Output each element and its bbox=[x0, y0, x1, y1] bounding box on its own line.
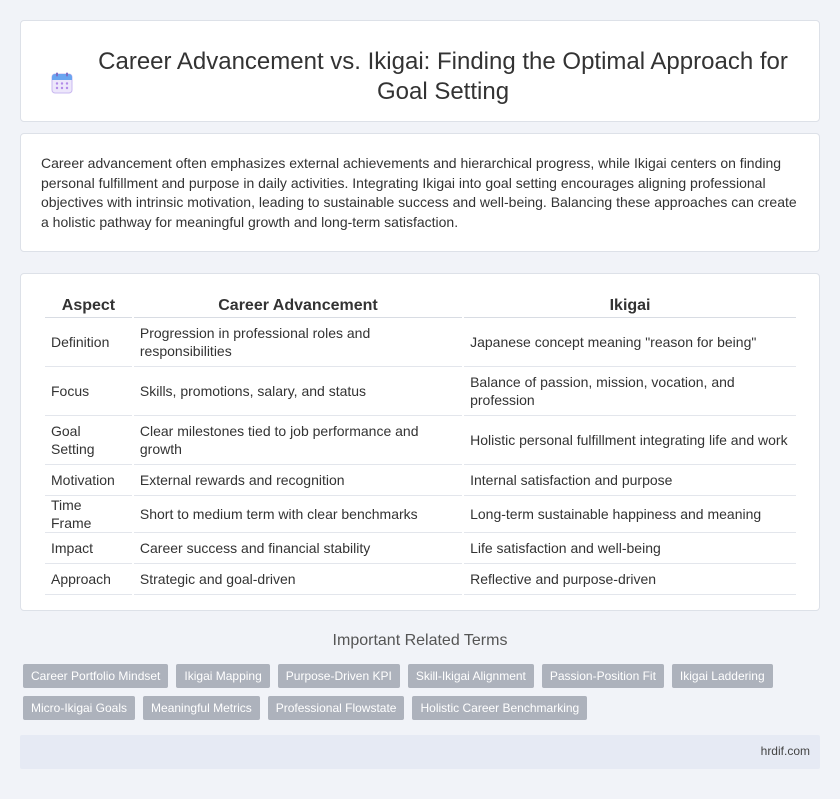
career-cell: Career success and financial stability bbox=[134, 533, 462, 564]
ikigai-cell: Japanese concept meaning "reason for being" bbox=[464, 318, 796, 367]
aspect-cell: Approach bbox=[45, 564, 132, 595]
tag-meaningful-metrics[interactable]: Meaningful Metrics bbox=[143, 696, 260, 720]
tag-holistic-career-benchmarking[interactable]: Holistic Career Benchmarking bbox=[412, 696, 587, 720]
ikigai-cell: Balance of passion, mission, vocation, and profession bbox=[464, 367, 796, 416]
tag-micro-ikigai-goals[interactable]: Micro-Ikigai Goals bbox=[23, 696, 135, 720]
table-row bbox=[45, 416, 796, 465]
intro-paragraph: Career advancement often emphasizes external achievements and hierarchical progress, while Ikigai centers on finding personal fulfillment and purpose in daily activities. Integrating Ikigai into goal setting encourages aligning professional objectives with intrinsic motivation, leading to sustainable success and well-being. Balancing these approaches can create a holistic pathway for meaningful growth and long-term satisfaction. bbox=[41, 155, 797, 230]
comparison-table bbox=[43, 294, 798, 595]
header-ikigai: Ikigai bbox=[464, 294, 796, 318]
tag-ikigai-laddering[interactable]: Ikigai Laddering bbox=[672, 664, 773, 688]
tag-career-portfolio-mindset[interactable]: Career Portfolio Mindset bbox=[23, 664, 168, 688]
header-career-advancement: Career Advancement bbox=[134, 294, 462, 318]
title-card bbox=[20, 20, 820, 122]
ikigai-cell: Life satisfaction and well-being bbox=[464, 533, 796, 564]
career-cell: Short to medium term with clear benchmarks bbox=[134, 496, 462, 533]
career-cell: External rewards and recognition bbox=[134, 465, 462, 496]
career-cell: Skills, promotions, salary, and status bbox=[134, 367, 462, 416]
intro-card bbox=[20, 133, 820, 252]
table-header-row bbox=[45, 294, 796, 318]
ikigai-cell: Holistic personal fulfillment integrating life and work bbox=[464, 416, 796, 465]
tag-professional-flowstate[interactable]: Professional Flowstate bbox=[268, 696, 405, 720]
related-terms-tags bbox=[23, 664, 803, 720]
header-aspect: Aspect bbox=[45, 294, 132, 318]
table-row bbox=[45, 318, 796, 367]
table-row bbox=[45, 367, 796, 416]
page-title: Career Advancement vs. Ikigai: Finding the Optimal Approach for Goal Setting bbox=[98, 48, 788, 105]
footer-bar bbox=[20, 735, 820, 769]
ikigai-cell: Internal satisfaction and purpose bbox=[464, 465, 796, 496]
career-cell: Clear milestones tied to job performance and growth bbox=[134, 416, 462, 465]
ikigai-cell: Reflective and purpose-driven bbox=[464, 564, 796, 595]
aspect-cell: Time Frame bbox=[45, 496, 132, 533]
table-row bbox=[45, 564, 796, 595]
aspect-cell: Focus bbox=[45, 367, 132, 416]
ikigai-cell: Long-term sustainable happiness and meaning bbox=[464, 496, 796, 533]
career-cell: Strategic and goal-driven bbox=[134, 564, 462, 595]
aspect-cell: Goal Setting bbox=[45, 416, 132, 465]
aspect-cell: Impact bbox=[45, 533, 132, 564]
table-row bbox=[45, 533, 796, 564]
tag-purpose-driven-kpi[interactable]: Purpose-Driven KPI bbox=[278, 664, 400, 688]
table-row bbox=[45, 496, 796, 533]
aspect-cell: Motivation bbox=[45, 465, 132, 496]
calendar-icon bbox=[51, 72, 73, 94]
table-row bbox=[45, 465, 796, 496]
tag-skill-ikigai-alignment[interactable]: Skill-Ikigai Alignment bbox=[408, 664, 534, 688]
aspect-cell: Definition bbox=[45, 318, 132, 367]
related-terms-heading: Important Related Terms bbox=[332, 632, 508, 649]
comparison-table-card bbox=[20, 273, 820, 611]
tag-ikigai-mapping[interactable]: Ikigai Mapping bbox=[176, 664, 269, 688]
title-row bbox=[21, 21, 819, 107]
tag-passion-position-fit[interactable]: Passion-Position Fit bbox=[542, 664, 664, 688]
footer-site-link[interactable]: hrdif.com bbox=[760, 744, 810, 758]
career-cell: Progression in professional roles and responsibilities bbox=[134, 318, 462, 367]
